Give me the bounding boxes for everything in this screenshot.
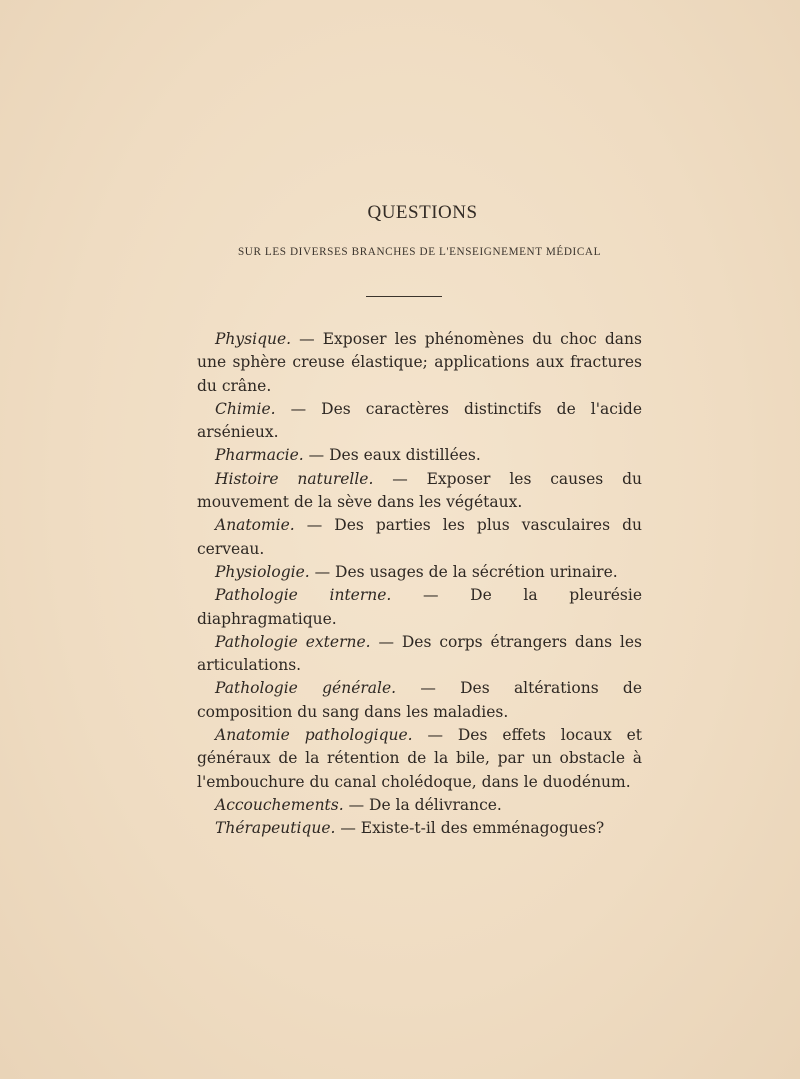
question-subject: Anatomie pathologique. [215,726,413,745]
question-text: — Des usages de la sécrétion urinaire. [309,562,618,581]
question-subject: Anatomie. [215,516,295,535]
separator-rule [366,296,442,297]
page-title: QUESTIONS [367,202,478,223]
question-subject: Pathologie externe. [215,632,371,651]
question-subject: Pathologie générale. [215,679,397,698]
question-text: — De la pleurésie diaphragmatique. [197,586,642,628]
question-pharmacie [197,444,642,467]
question-pathologie-interne [197,584,642,631]
question-text: — Des effets locaux et généraux de la rétention de la bile, par un obstacle à l'embouchure du canal cholédoque, dans le duodénum. [197,726,642,791]
question-subject: Histoire naturelle. [215,469,374,488]
question-text: — Des caractères distinctifs de l'acide arsénieux. [197,399,642,442]
question-therapeutique [197,817,642,840]
question-text: — Exposer les phénomènes du choc dans une sphère creuse élastique; applications aux fractures du crâne. [197,330,642,395]
question-text: — De la délivrance. [343,795,502,814]
page-subtitle: SUR LES DIVERSES BRANCHES DE L'ENSEIGNEMENT MÉDICAL [237,246,602,258]
question-subject: Thérapeutique. [215,819,336,838]
question-anatomie [197,514,642,561]
question-text: — Exposer les causes du mouvement de la sève dans les végétaux. [197,469,642,512]
question-anatomie-pathologique [197,724,642,794]
question-physique [197,328,642,398]
question-subject: Physique. [215,330,292,348]
question-subject: Pathologie interne. [215,586,392,605]
question-subject: Physiologie. [215,562,310,581]
question-physiologie [197,561,642,584]
questions-list [197,328,642,841]
question-text: — Des corps étrangers dans les articulations. [197,632,643,675]
question-text: — Des parties les plus vasculaires du cerveau. [197,516,642,558]
question-chimie [197,398,642,445]
question-subject: Accouchements. [215,795,344,814]
question-accouchements [197,794,642,817]
question-histoire-naturelle [197,468,642,515]
question-subject: Pharmacie. [215,446,304,465]
question-text: — Des altérations de composition du sang dans les maladies. [197,679,643,721]
question-text: — Des eaux distillées. [303,446,481,465]
question-subject: Chimie. [215,399,276,418]
question-pathologie-generale [197,677,642,724]
question-text: — Existe-t-il des emménagogues? [335,819,605,838]
question-pathologie-externe [197,631,642,678]
